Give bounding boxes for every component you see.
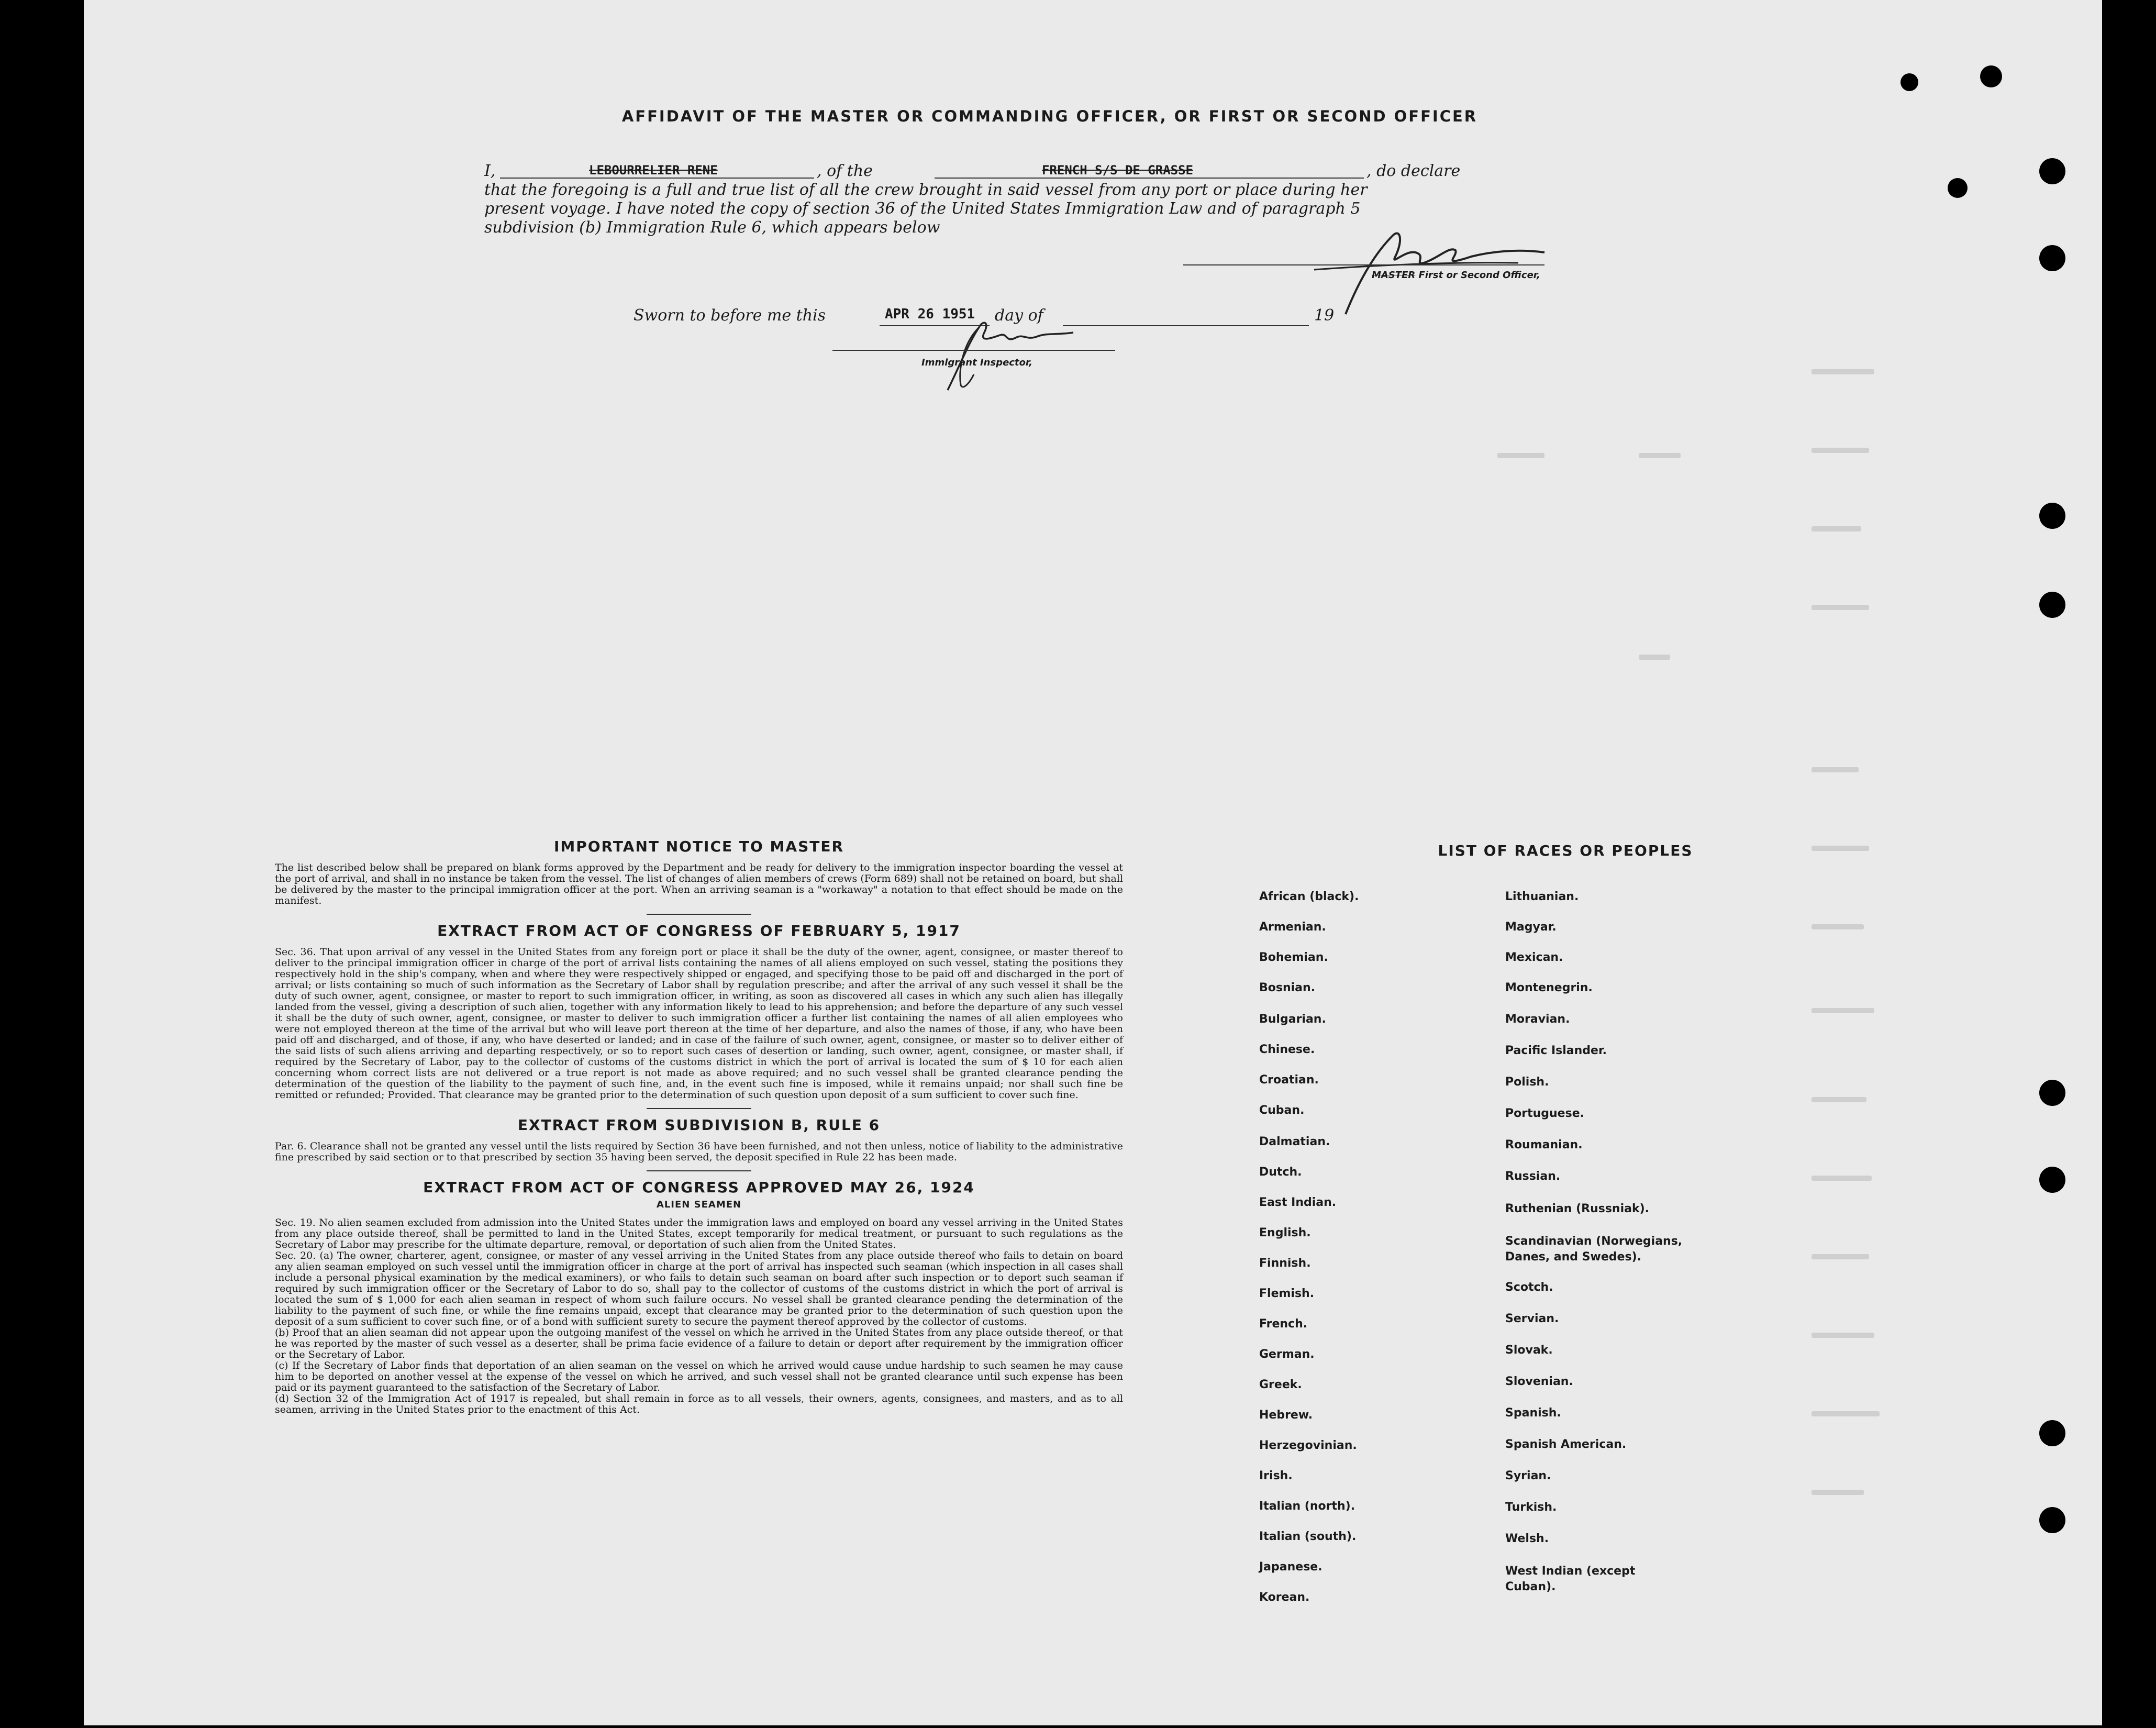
intro-i: I, bbox=[484, 162, 496, 180]
notice-section bbox=[275, 838, 1123, 1415]
day-of-text: day of bbox=[995, 306, 1043, 325]
race-item: Welsh. bbox=[1505, 1532, 1549, 1545]
race-item: Korean. bbox=[1259, 1591, 1310, 1604]
race-item: Dalmatian. bbox=[1259, 1135, 1330, 1148]
race-item: Bohemian. bbox=[1259, 951, 1328, 964]
inspector-signature-line bbox=[832, 350, 1115, 351]
race-item: Scotch. bbox=[1505, 1281, 1553, 1294]
punch-hole bbox=[2039, 1420, 2065, 1446]
extract1-body: Sec. 36. That upon arrival of any vessel in the United States from any foreign port or place it shall be the duty of the owner, agent, consignee, or master thereof to deliver to the principal immigration officer in charge of the port of arrival lists containing the names of all aliens employed on such vessel, stating the positions they respectively hold in the ship's company, when and where they were respectively shipped or engaged, and specifying those to be paid off and discharged in the port of arrival; or lists containing so much of such information as the Secretary of Labor shall by regulation prescribe; and after the arrival of any such vessel it shall be the duty of such owner, agent, consignee, or master to report to such immigration officer, in writing, as soon as discovered all cases in which any such alien has illegally landed from the vessel, giving a description of such alien, together with any information likely to lead to his apprehension; and before the departure of any such vessel it shall be the duty of such owner, agent, consignee, or master to deliver to such immigration officer a further list containing the names of all alien employees who were not employed thereon at the time of the arrival but who will leave port thereon at the time of her departure, and also the names of those, if any, who have been paid off and discharged, and of those, if any, who have deserted or landed; and in case of the failure of such owner, agent, consignee, or master so to deliver either of the said lists of such aliens arriving and departing respectively, or so to report such cases of desertion or landing, such owner, agent, consignee, or master shall, if required by the Secretary of Labor, pay to the collector of customs of the customs district in which the port of arrival is located the sum of $ 10 for each alien concerning whom correct lists are not delivered or a true report is not made as above required; and no such vessel shall be granted clearance pending the determination of the question of the liability to the payment of such fine, and, in the event such fine is imposed, while it remains unpaid; nor shall such fine be remitted or refunded; Provided. That clearance may be granted prior to the determination of such question upon deposit of a sum sufficient to cover such fine. bbox=[275, 946, 1123, 1101]
punch-hole bbox=[1901, 73, 1918, 91]
race-item: Armenian. bbox=[1259, 921, 1326, 934]
punch-hole bbox=[2039, 245, 2065, 271]
race-item: Montenegrin. bbox=[1505, 981, 1593, 994]
race-item: Greek. bbox=[1259, 1378, 1302, 1391]
race-item: Croatian. bbox=[1259, 1073, 1319, 1087]
divider bbox=[647, 914, 751, 915]
of-the-text: , of the bbox=[817, 162, 873, 180]
race-item: Chinese. bbox=[1259, 1043, 1315, 1056]
race-item: Cuban. bbox=[1259, 1104, 1305, 1117]
vessel-name: FRENCH S/S DE GRASSE bbox=[1042, 163, 1193, 178]
divider bbox=[647, 1108, 751, 1109]
races-title: LIST OF RACES OR PEOPLES bbox=[1438, 842, 1693, 859]
race-item: Bulgarian. bbox=[1259, 1013, 1326, 1026]
declaration-line-3: present voyage. I have noted the copy of section 36 of the United States Immigration Law and of paragraph 5 bbox=[484, 200, 1361, 218]
extract3-paragraph-3: (b) Proof that an alien seaman did not appear upon the outgoing manifest of the vessel on which he arrived in the United States from any place outside thereof, or that he was reported by the master of such vessel as a deserter, shall be prima facie evidence of a failure to detain or deport after requirement by the immigration officer or the Secretary of Labor. bbox=[275, 1327, 1123, 1360]
race-item: Moravian. bbox=[1505, 1013, 1570, 1026]
punch-hole bbox=[1980, 65, 2002, 87]
affidavit-title: AFFIDAVIT OF THE MASTER OR COMMANDING OFFICER, OR FIRST OR SECOND OFFICER bbox=[621, 107, 1478, 125]
race-item: Hebrew. bbox=[1259, 1409, 1313, 1422]
race-item: Spanish. bbox=[1505, 1406, 1561, 1420]
punch-hole bbox=[2039, 1080, 2065, 1106]
officer-caption bbox=[1372, 270, 1540, 281]
extract3-paragraph-1: Sec. 19. No alien seamen excluded from admission into the United States under the immigration laws and employed on board any vessel arriving in the United States from any place outside thereof, shall be permitted to land in the United States, except temporarily for medical treatment, or pursuant to such regulations as the Secretary of Labor may prescribe for the ultimate departure, removal, or deportation of such alien from the United States. bbox=[275, 1217, 1123, 1250]
month-line bbox=[1063, 325, 1309, 326]
inspector-signature bbox=[901, 312, 1099, 395]
punch-hole bbox=[2039, 592, 2065, 618]
notice-title: IMPORTANT NOTICE TO MASTER bbox=[553, 838, 844, 855]
race-item: Flemish. bbox=[1259, 1287, 1315, 1300]
officer-caption-text: First or Second Officer, bbox=[1418, 270, 1540, 281]
race-item: East Indian. bbox=[1259, 1196, 1337, 1209]
race-item: French. bbox=[1259, 1317, 1308, 1331]
race-item: Japanese. bbox=[1259, 1560, 1323, 1574]
race-item: Syrian. bbox=[1505, 1469, 1551, 1482]
extract3-subtitle: ALIEN SEAMEN bbox=[656, 1199, 742, 1210]
do-declare-text: , do declare bbox=[1366, 162, 1461, 180]
inspector-caption: Immigrant Inspector, bbox=[921, 357, 1033, 368]
punch-hole bbox=[2039, 158, 2065, 184]
extract2-body: Par. 6. Clearance shall not be granted any vessel until the lists required by Section 36 have been furnished, and not then unless, notice of liability to the administrative fine prescribed by said section or to that prescribed by section 35 having been served, the deposit specified in Rule 22 has been made. bbox=[275, 1140, 1123, 1163]
race-item: Lithuanian. bbox=[1505, 890, 1579, 903]
race-item: Italian (north). bbox=[1259, 1500, 1355, 1513]
year-prefix: 19 bbox=[1314, 306, 1335, 325]
race-item: Ruthenian (Russniak). bbox=[1505, 1202, 1650, 1215]
punch-hole bbox=[1948, 178, 1968, 198]
extract2-title: EXTRACT FROM SUBDIVISION B, RULE 6 bbox=[517, 1116, 881, 1134]
race-item: Irish. bbox=[1259, 1469, 1293, 1482]
race-item: Dutch. bbox=[1259, 1166, 1302, 1179]
race-item: African (black). bbox=[1259, 890, 1359, 903]
race-item: Finnish. bbox=[1259, 1257, 1311, 1270]
race-item: Roumanian. bbox=[1505, 1138, 1583, 1151]
race-item: English. bbox=[1259, 1226, 1311, 1239]
race-item: Spanish American. bbox=[1505, 1438, 1627, 1451]
extract3-paragraph-2: Sec. 20. (a) The owner, charterer, agent, consignee, or master of any vessel arriving in the United States from any place outside thereof who fails to detain on board any alien seaman employed on such vessel until the immigration officer in charge at the port of arrival has inspected such seaman (which inspection in all cases shall include a personal physical examination by the medical examiners), or who fails to detain such seaman on board after such inspection or to deport such seaman if required by such immigration officer or the Secretary of Labor to do so, shall pay to the collector of customs of the customs district in which the port of arrival is located the sum of $ 1,000 for each alien seaman in respect of whom such failure occurs. No vessel shall be granted clearance pending the determination of the liability to the payment of such fine, or while the fine remains unpaid, except that clearance may be granted prior to the determination of such question upon the deposit of a sum sufficient to cover such fine, or of a bond with sufficient surety to secure the payment thereof approved by the collector of customs. bbox=[275, 1250, 1123, 1327]
declaration-line-2: that the foregoing is a full and true list of all the crew brought in said vessel from any port or place during her bbox=[484, 181, 1368, 199]
sworn-text: Sworn to before me this bbox=[634, 306, 826, 325]
race-item: Pacific Islander. bbox=[1505, 1044, 1607, 1057]
extract1-title: EXTRACT FROM ACT OF CONGRESS OF FEBRUARY 5, 1917 bbox=[437, 922, 961, 939]
divider bbox=[647, 1170, 751, 1171]
race-item: German. bbox=[1259, 1348, 1315, 1361]
race-item: Servian. bbox=[1505, 1312, 1559, 1325]
race-item: Slovenian. bbox=[1505, 1375, 1573, 1388]
declaration-line-4: subdivision (b) Immigration Rule 6, which appears below bbox=[484, 218, 940, 237]
extract3-paragraph-4: (c) If the Secretary of Labor finds that deportation of an alien seaman on the vessel on which he arrived would cause undue hardship to such seamen he may cause him to be deported on another vessel at the expense of the vessel on which he arrived, and such vessel shall not be granted clearance until such expense has been paid or its payment guaranteed to the satisfaction of the Secretary of Labor. bbox=[275, 1360, 1123, 1393]
punch-hole bbox=[2039, 1507, 2065, 1533]
race-item: West Indian (except Cuban). bbox=[1505, 1565, 1636, 1593]
race-item: Scandinavian (Norwegians, Danes, and Swedes). bbox=[1505, 1235, 1683, 1264]
struck-master: MASTER bbox=[1372, 270, 1416, 281]
race-item: Portuguese. bbox=[1505, 1107, 1584, 1120]
extract3-title: EXTRACT FROM ACT OF CONGRESS APPROVED MAY 26, 1924 bbox=[423, 1179, 975, 1196]
officer-signature-line bbox=[1183, 264, 1544, 265]
race-item: Magyar. bbox=[1505, 921, 1557, 934]
sworn-date: APR 26 1951 bbox=[885, 306, 975, 322]
race-item: Herzegovinian. bbox=[1259, 1439, 1357, 1452]
punch-hole bbox=[2039, 503, 2065, 529]
race-item: Russian. bbox=[1505, 1170, 1561, 1183]
race-item: Italian (south). bbox=[1259, 1530, 1357, 1543]
notice-body: The list described below shall be prepared on blank forms approved by the Department and be ready for delivery to the immigration inspector boarding the vessel at the port of arrival, and shall in no instance be taken from the vessel. The list of changes of alien members of crews (Form 689) shall not be retained on board, but shall be delivered by the master to the principal immigration officer at the port. When an arriving seaman is a "workaway" a notation to that effect should be made on the manifest. bbox=[275, 862, 1123, 906]
race-item: Mexican. bbox=[1505, 951, 1563, 964]
race-item: Polish. bbox=[1505, 1076, 1549, 1089]
extract3-paragraph-5: (d) Section 32 of the Immigration Act of 1917 is repealed, but shall remain in force as to all vessels, their owners, agents, consignees, and masters, and as to all seamen, arriving in the United States prior to the enactment of this Act. bbox=[275, 1393, 1123, 1415]
race-item: Turkish. bbox=[1505, 1501, 1557, 1514]
race-item: Slovak. bbox=[1505, 1344, 1553, 1357]
race-item: Bosnian. bbox=[1259, 981, 1316, 994]
form-page bbox=[84, 0, 2102, 1725]
officer-name: LEBOURRELIER RENE bbox=[589, 163, 718, 178]
punch-hole bbox=[2039, 1167, 2065, 1193]
